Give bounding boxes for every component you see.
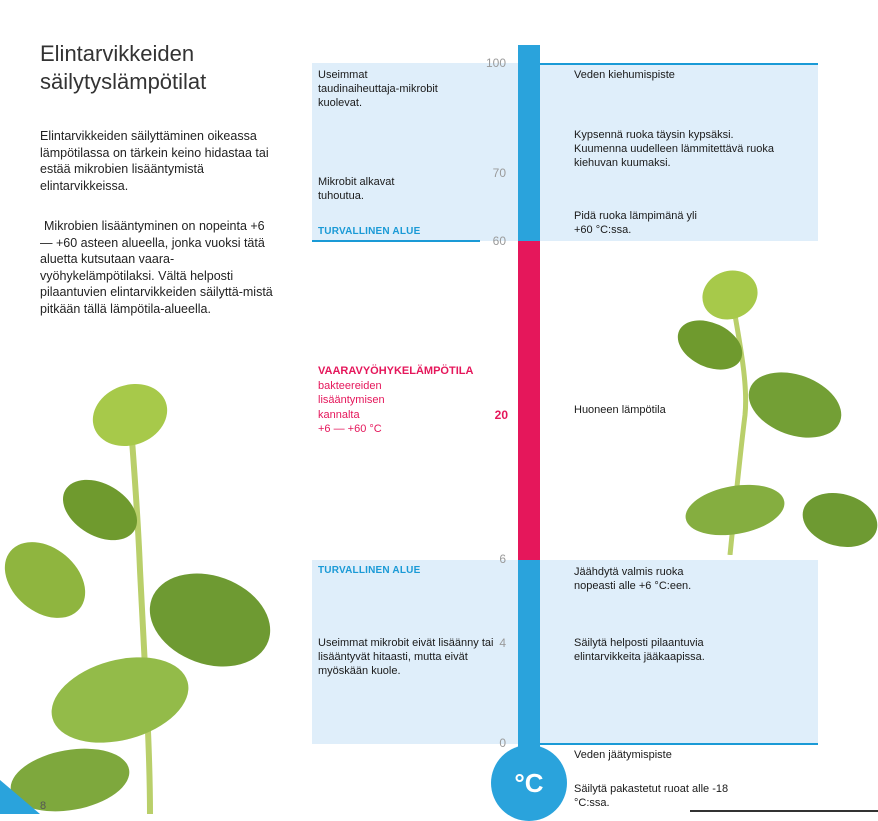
note-microbes-start-dying: Mikrobit alkavat tuhoutua. bbox=[318, 176, 395, 202]
celsius-unit: °C bbox=[514, 767, 544, 798]
thermometer-bulb bbox=[491, 745, 567, 821]
note-store-in-fridge: Säilytä helposti pilaantuvia elintarvikkeita jääkaapissa. bbox=[574, 637, 705, 663]
danger-zone-range: +6 — +60 °C bbox=[318, 423, 382, 435]
tick-4: 4 bbox=[499, 636, 506, 650]
title-line-2: säilytyslämpötilat bbox=[40, 69, 207, 94]
intro-paragraph-1: Elintarvikkeiden säilyttäminen oikeassa lämpötilassa on tärkein keino hidastaa tai estää mikrobien lisääntymistä elintarvikkeissa. bbox=[40, 129, 269, 193]
title-line-1: Elintarvikkeiden bbox=[40, 41, 195, 66]
tick-60: 60 bbox=[492, 234, 506, 248]
thermometer-hot-safe-zone bbox=[518, 45, 540, 241]
note-store-frozen: Säilytä pakastetut ruoat alle -18 °C:ssa. bbox=[574, 783, 729, 809]
note-keep-warm: Pidä ruoka lämpimänä yli +60 °C:ssa. bbox=[574, 210, 697, 236]
line-freezing bbox=[540, 743, 818, 745]
tick-70: 70 bbox=[492, 166, 506, 180]
tick-0: 0 bbox=[499, 736, 506, 750]
line-safe-upper bbox=[312, 240, 480, 242]
note-microbes-slow: Useimmat mikrobit eivät lisäänny tai lisääntyvät hitaasti, mutta eivät myöskään kuole. bbox=[318, 637, 494, 677]
note-cool-quickly: Jäähdytä valmis ruoka nopeasti alle +6 °C:een. bbox=[574, 566, 692, 592]
tick-20: 20 bbox=[494, 408, 508, 422]
tick-100: 100 bbox=[485, 56, 506, 70]
label-safe-zone-lower: TURVALLINEN ALUE bbox=[318, 565, 421, 576]
footer-line bbox=[690, 810, 878, 812]
note-boiling-point: Veden kiehumispiste bbox=[574, 69, 675, 81]
page-corner-decoration bbox=[0, 780, 40, 814]
note-freezing-point: Veden jäätymispiste bbox=[574, 749, 672, 761]
danger-zone-title: VAARAVYÖHYKELÄMPÖTILA bbox=[318, 365, 474, 377]
page-title bbox=[40, 40, 206, 96]
label-safe-zone-upper: TURVALLINEN ALUE bbox=[318, 226, 421, 237]
line-boiling bbox=[540, 63, 818, 65]
plant-illustration-left bbox=[0, 370, 290, 814]
note-cook-thoroughly: Kypsennä ruoka täysin kypsäksi. Kuumenna uudelleen lämmitettävä ruoka kiehuvan kuumaksi. bbox=[574, 129, 774, 169]
thermometer-danger-zone bbox=[518, 241, 540, 560]
danger-zone-text bbox=[318, 364, 488, 437]
note-most-pathogens-die: Useimmat taudinaiheuttaja-mikrobit kuolevat. bbox=[318, 69, 438, 109]
tick-6: 6 bbox=[499, 552, 506, 566]
thermometer-cold-safe-zone bbox=[518, 560, 540, 760]
intro-paragraph-2: Mikrobien lisääntyminen on nopeinta +6 — +60 asteen alueella, jonka vuoksi tätä aluetta kutsutaan vaara-vyöhykelämpötilaksi. Vältä helposti pilaantuvien elintarvikkeiden säilyttä-mistä pitkään tällä lämpötila-alueella. bbox=[40, 219, 273, 316]
page-number: 8 bbox=[40, 800, 47, 812]
danger-zone-body: bakteereiden lisääntymisen kannalta bbox=[318, 379, 385, 421]
note-room-temperature: Huoneen lämpötila bbox=[574, 404, 666, 416]
